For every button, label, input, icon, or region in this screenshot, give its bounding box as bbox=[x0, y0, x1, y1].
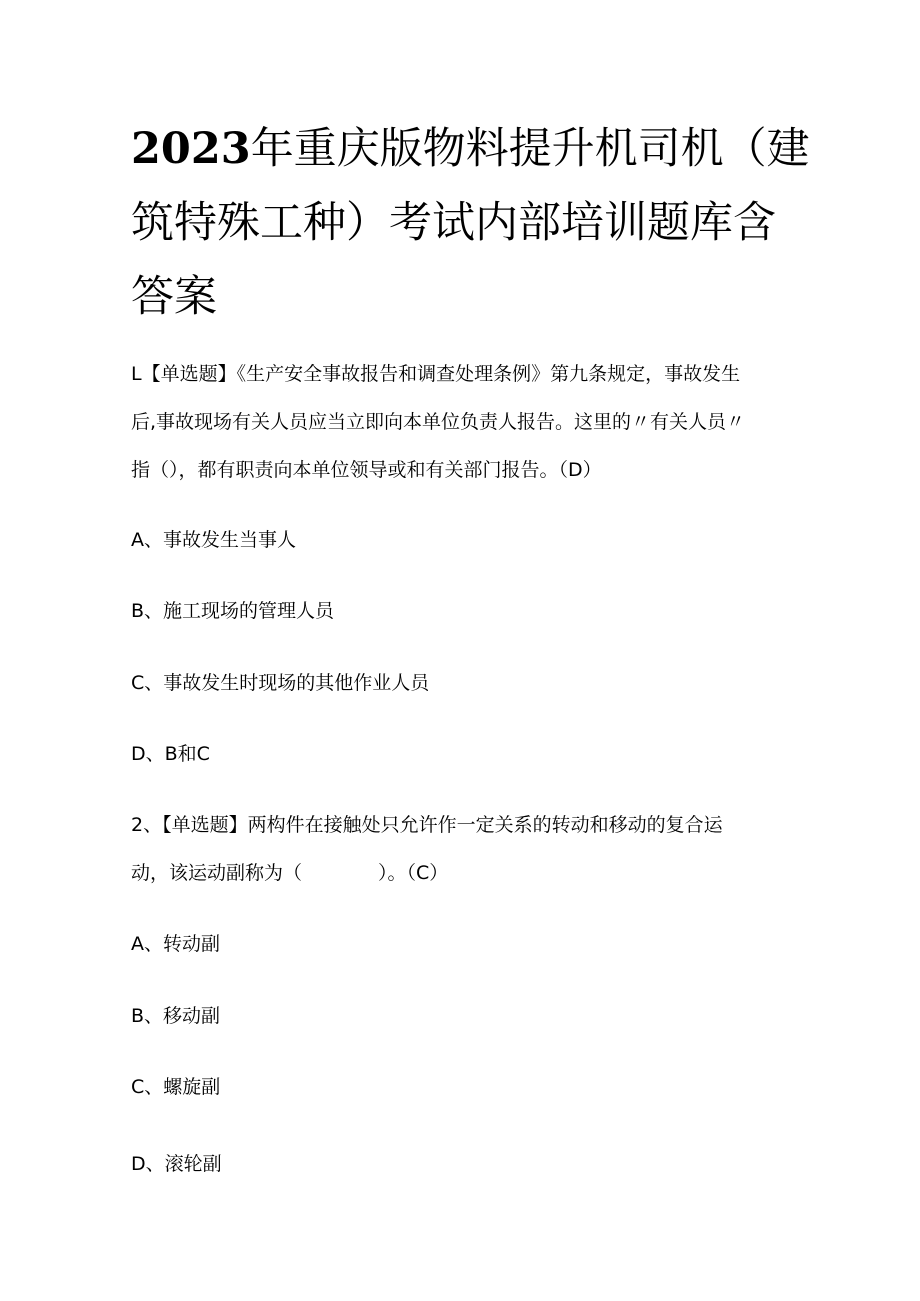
question-2-option-c: C、螺旋副 bbox=[131, 1076, 221, 1098]
question-2-option-d: D、滚轮副 bbox=[131, 1153, 222, 1175]
title-text: 年重庆版物料提升机司机（建筑特殊工种）考试内部培训题库含答案 bbox=[131, 124, 810, 322]
question-1-option-a: A、事故发生当事人 bbox=[131, 529, 296, 551]
question-1-stem-line-1: L【单选题】《生产安全事故报告和调查处理条例》第九条规定，事故发生 bbox=[131, 363, 741, 385]
question-1-option-d: D、B和C bbox=[131, 743, 210, 765]
question-1-stem-line-2: 后,事故现场有关人员应当立即向本单位负责人报告。这里的〃有关人员〃 bbox=[131, 411, 746, 433]
question-2-option-b: B、移动副 bbox=[131, 1005, 221, 1027]
question-1-stem-line-3: 指（），都有职责向本单位领导或和有关部门报告。（D） bbox=[131, 459, 602, 481]
question-1-option-b: B、施工现场的管理人员 bbox=[131, 600, 335, 622]
question-1-option-c: C、事故发生时现场的其他作业人员 bbox=[131, 672, 430, 694]
title-year: 2023 bbox=[131, 124, 251, 174]
question-2-option-a: A、转动副 bbox=[131, 933, 220, 955]
question-2-stem-line-1: 2、【单选题】两构件在接触处只允许作一定关系的转动和移动的复合运 bbox=[131, 814, 723, 836]
document-title bbox=[131, 112, 811, 334]
question-2-stem-line-2: 动，该运动副称为（ ）。（C） bbox=[131, 862, 449, 884]
